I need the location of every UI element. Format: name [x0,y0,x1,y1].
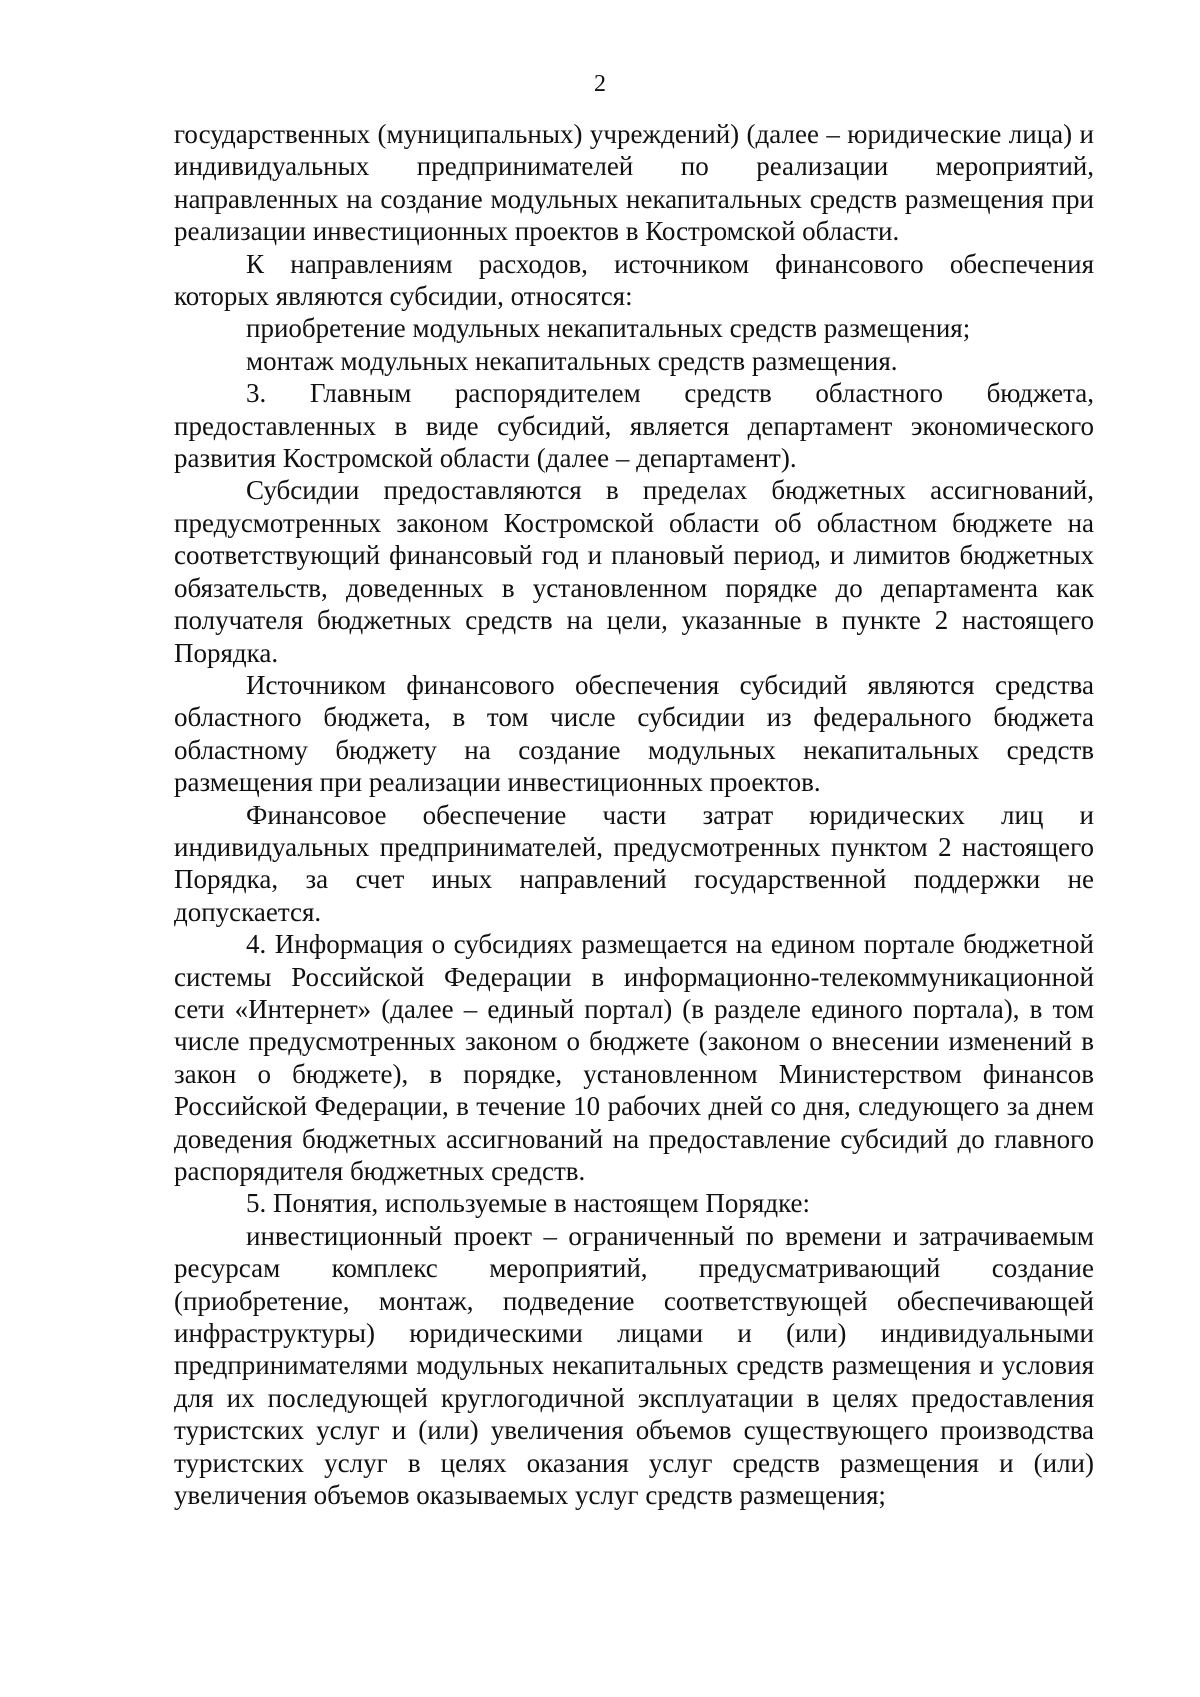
paragraph: Финансовое обеспечение части затрат юридических лиц и индивидуальных предпринимателей, предусмотренных пунктом 2 настоящего Порядка, за счет иных направлений государственной поддержки не допускается. [174,799,1094,927]
paragraph: государственных (муниципальных) учреждений) (далее – юридические лица) и индивидуальных предпринимателей по реализации мероприятий, направленных на создание модульных некапитальных средств размещения при реализации инвестиционных проектов в Костромской области. [174,119,1094,247]
paragraph: К направлениям расходов, источником финансового обеспечения которых являются субсидии, относятся: [174,248,1094,312]
paragraph: приобретение модульных некапитальных средств размещения; [246,313,971,344]
paragraph: 3. Главным распорядителем средств областного бюджета, предоставленных в виде субсидий, является департамент экономического развития Костромской области (далее – департамент). [174,378,1094,474]
paragraph: 5. Понятия, используемые в настоящем Порядке: [246,1188,810,1219]
paragraph: монтаж модульных некапитальных средств размещения. [246,345,898,376]
paragraph: Источником финансового обеспечения субсидий являются средства областного бюджета, в том числе субсидии из федерального бюджета областному бюджету на создание модульных некапитальных средств размещения при реализации инвестиционных проектов. [174,669,1094,798]
paragraph: 4. Информация о субсидиях размещается на едином портале бюджетной системы Российской Федерации в информационно-телекоммуникационной сети «Интернет» (далее – единый портал) (в разделе единого портала), в том числе предусмотренных законом о бюджете (законом о внесении изменений в закон о бюджете), в порядке, установленном Министерством финансов Российской Федерации, в течение 10 рабочих дней со дня, следующего за днем доведения бюджетных ассигнований на предоставление субсидий до главного распорядителя бюджетных средств. [174,929,1094,1186]
document-body [174,118,1094,1511]
paragraph: Субсидии предоставляются в пределах бюджетных ассигнований, предусмотренных законом Костромской области об областном бюджете на соответствующий финансовый год и плановый период, и лимитов бюджетных обязательств, доведенных в установленном порядке до департамента как получателя бюджетных средств на цели, указанные в пункте 2 настоящего Порядка. [174,475,1094,668]
paragraph: инвестиционный проект – ограниченный по времени и затрачиваемым ресурсам комплекс мероприятий, предусматривающий создание (приобретение, монтаж, подведение соответствующей обеспечивающей инфраструктуры) юридическими лицами и (или) индивидуальными предпринимателями модульных некапитальных средств размещения и условия для их последующей круглогодичной эксплуатации в целях предоставления туристских услуг и (или) увеличения объемов существующего производства туристских услуг в целях оказания услуг средств размещения и (или) увеличения объемов оказываемых услуг средств размещения; [174,1220,1094,1511]
page-number: 2 [594,71,606,97]
